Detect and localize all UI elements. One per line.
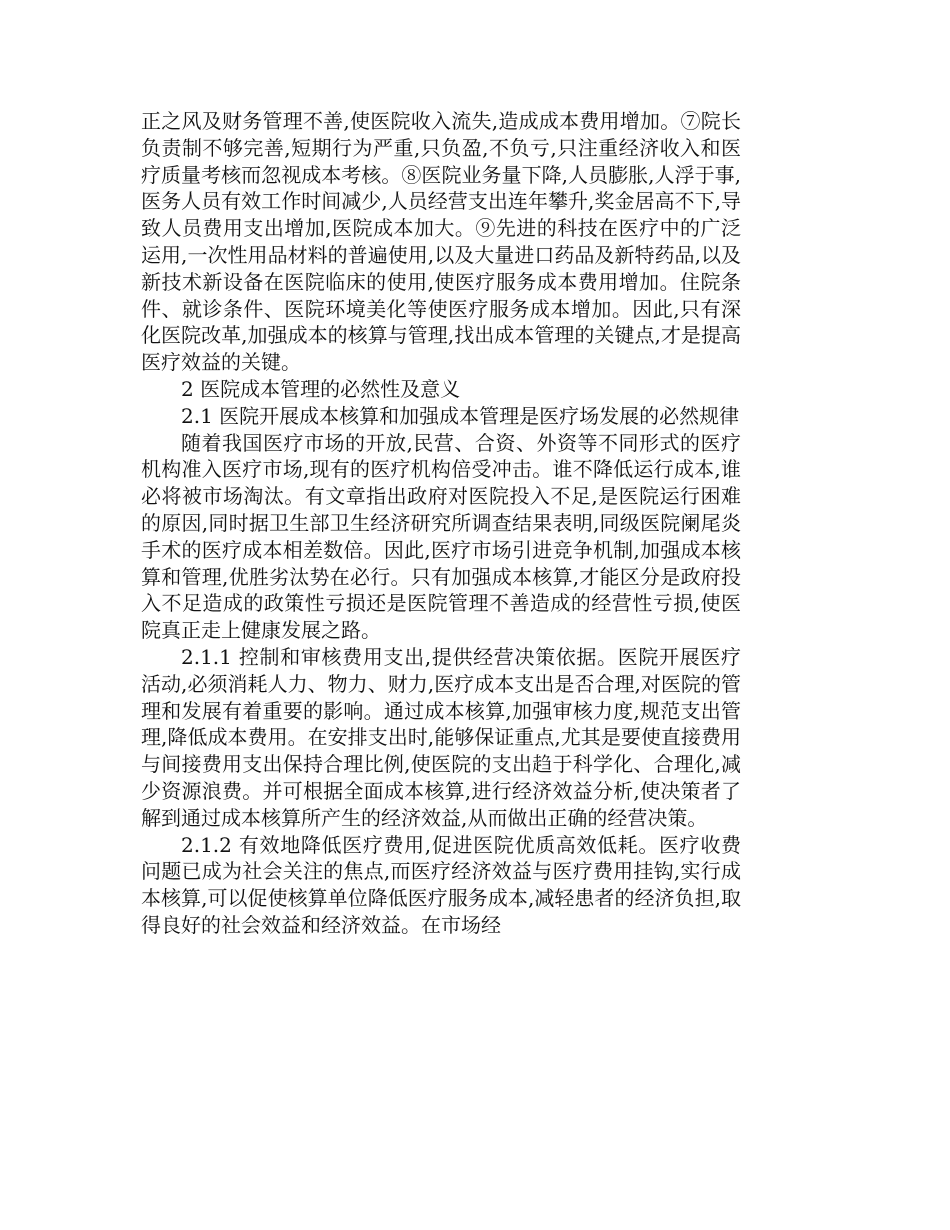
body-paragraph: 随着我国医疗市场的开放,民营、合资、外资等不同形式的医疗机构准入医疗市场,现有的医疗机构倍受冲击。谁不降低运行成本,谁必将被市场淘汰。有文章指出政府对医院投入不足,是医院运行困难的原因,同时据卫生部卫生经济研究所调查结果表明,同级医院阑尾炎手术的医疗成本相差数倍。因此,医疗市场引进竞争机制,加强成本核算和管理,优胜劣汰势在必行。只有加强成本核算,才能区分是政府投入不足造成的政策性亏损还是医院管理不善造成的经营性亏损,使医院真正走上健康发展之路。 [141, 430, 741, 643]
body-paragraph: 2.1.1 控制和审核费用支出,提供经营决策依据。医院开展医疗活动,必须消耗人力、物力、财力,医疗成本支出是否合理,对医院的管理和发展有着重要的影响。通过成本核算,加强审核力度,规范支出管理,降低成本费用。在安排支出时,能够保证重点,尤其是要使直接费用与间接费用支出保持合理比例,使医院的支出趋于科学化、合理化,减少资源浪费。并可根据全面成本核算,进行经济效益分析,使决策者了解到通过成本核算所产生的经济效益,从而做出正确的经营决策。 [141, 644, 741, 830]
body-paragraph: 2.1.2 有效地降低医疗费用,促进医院优质高效低耗。医疗收费问题已成为社会关注的焦点,而医疗经济效益与医疗费用挂钩,实行成本核算,可以促使核算单位降低医疗服务成本,减轻患者的经济负担,取得良好的社会效益和经济效益。在市场经 [141, 832, 741, 937]
document-page [141, 108, 741, 939]
subsection-heading: 2.1 医院开展成本核算和加强成本管理是医疗场发展的必然规律 [181, 403, 740, 428]
body-paragraph: 正之风及财务管理不善,使医院收入流失,造成成本费用增加。⑦院长负责制不够完善,短期行为严重,只负盈,不负亏,只注重经济收入和医疗质量考核而忽视成本考核。⑧医院业务量下降,人员膨胀,人浮于事,医务人员有效工作时间减少,人员经营支出连年攀升,奖金居高不下,导致人员费用支出增加,医院成本加大。⑨先进的科技在医疗中的广泛运用,一次性用品材料的普遍使用,以及大量进口药品及新特药品,以及新技术新设备在医院临床的使用,使医疗服务成本费用增加。住院条件、就诊条件、医院环境美化等使医疗服务成本增加。因此,只有深化医院改革,加强成本的核算与管理,找出成本管理的关键点,才是提高医疗效益的关键。 [141, 109, 741, 375]
section-heading: 2 医院成本管理的必然性及意义 [181, 376, 461, 401]
